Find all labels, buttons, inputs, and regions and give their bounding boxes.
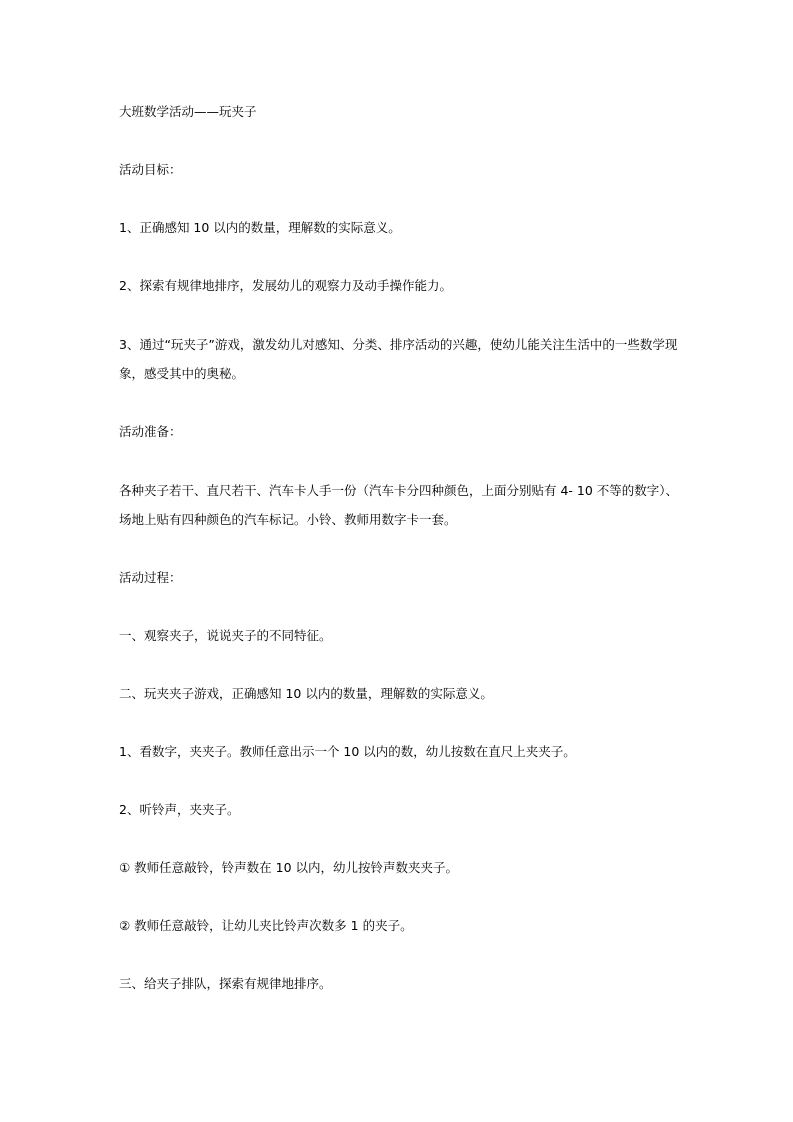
- process-substep-2-1: 1、看数字，夹夹子。教师任意出示一个 10 以内的数，幼儿按数在直尺上夹夹子。: [119, 744, 576, 759]
- process-substep-2-2-a: ① 教师任意敲铃，铃声数在 10 以内，幼儿按铃声数夹夹子。: [119, 860, 459, 875]
- goal-item-3: 3、通过“玩夹子”游戏，激发幼儿对感知、分类、排序活动的兴趣，使幼儿能关注生活中的一些数学现象，感受其中的奥秘。: [119, 337, 678, 381]
- goals-heading: 活动目标：: [119, 162, 182, 177]
- process-step-2: 二、玩夹夹子游戏，正确感知 10 以内的数量，理解数的实际意义。: [119, 686, 493, 701]
- process-substep-2-2: 2、听铃声，夹夹子。: [119, 802, 240, 817]
- process-heading: 活动过程：: [119, 570, 182, 585]
- process-substep-2-2-b: ② 教师任意敲铃，让幼儿夹比铃声次数多 1 的夹子。: [119, 918, 413, 933]
- prep-text: 各种夹子若干、直尺若干、汽车卡人手一份（汽车卡分四种颜色，上面分别贴有 4- 10 不等的数字）、场地上贴有四种颜色的汽车标记。小铃、教师用数字卡一套。: [119, 483, 679, 527]
- goal-item-1: 1、正确感知 10 以内的数量，理解数的实际意义。: [119, 220, 401, 235]
- document-title: 大班数学活动——玩夹子: [119, 104, 257, 119]
- process-step-3: 三、给夹子排队，探索有规律地排序。: [119, 976, 332, 991]
- prep-heading: 活动准备：: [119, 424, 182, 439]
- goal-item-2: 2、探索有规律地排序，发展幼儿的观察力及动手操作能力。: [119, 278, 452, 293]
- process-step-1: 一、观察夹子，说说夹子的不同特征。: [119, 628, 332, 643]
